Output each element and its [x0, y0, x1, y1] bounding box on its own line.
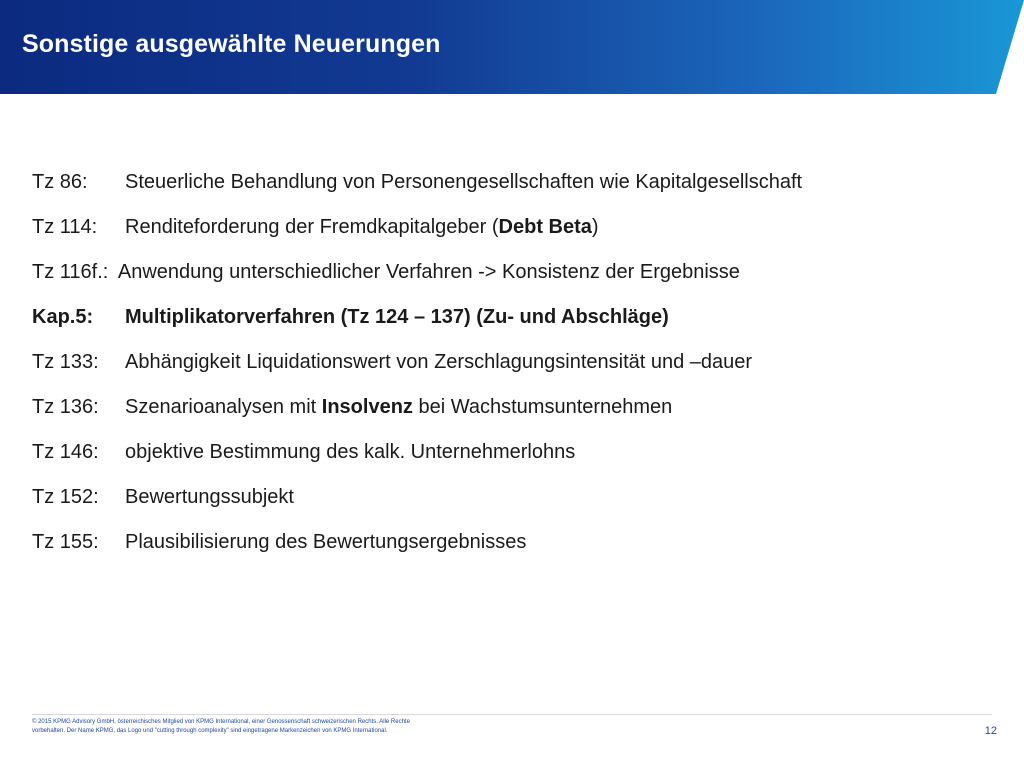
- copyright-notice: [32, 718, 512, 735]
- list-item: [32, 530, 932, 555]
- copyright-line: vorbehalten. Der Name KPMG, das Logo und "cutting through complexity" sind eingetragene Markenzeichen von KPMG International.: [32, 727, 388, 734]
- footer-divider: [32, 714, 992, 715]
- item-reference: Kap.5:: [32, 306, 94, 328]
- list-item: [32, 305, 932, 330]
- item-text: Bewertungssubjekt: [125, 486, 294, 508]
- list-item: [32, 485, 932, 510]
- item-text: Abhängigkeit Liquidationswert von Zerschlagungsintensität und –dauer: [125, 351, 753, 373]
- item-text: [125, 395, 932, 420]
- list-item: [32, 260, 932, 285]
- item-text-part: bei Wachstumsunternehmen: [412, 396, 673, 418]
- item-text-bold: Debt Beta: [498, 216, 592, 238]
- list-item: [32, 215, 932, 240]
- item-reference: Tz 152:: [32, 486, 99, 508]
- item-reference: Tz 146:: [32, 441, 99, 463]
- list-item: [32, 440, 932, 465]
- item-text: [125, 215, 932, 240]
- item-text: Multiplikatorverfahren (Tz 124 – 137) (Zu- und Abschläge): [125, 306, 669, 328]
- item-reference: Tz 155:: [32, 531, 99, 553]
- item-reference: Tz 86:: [32, 171, 88, 193]
- list-item: [32, 395, 932, 420]
- list-item: [32, 350, 932, 375]
- item-text-part: ): [591, 216, 599, 238]
- item-text: Anwendung unterschiedlicher Verfahren -> Konsistenz der Ergebnisse: [117, 261, 740, 283]
- item-reference: Tz 136:: [32, 396, 99, 418]
- item-reference: Tz 133:: [32, 351, 99, 373]
- item-reference: Tz 116f.:: [32, 261, 109, 283]
- copyright-line: © 2015 KPMG Advisory GmbH, österreichisches Mitglied von KPMG International, einer Genossenschaft schweizerischen Rechts. Alle Rechte: [32, 719, 410, 725]
- item-text-bold: Insolvenz: [321, 396, 413, 418]
- item-text: Steuerliche Behandlung von Personengesellschaften wie Kapitalgesellschaft: [125, 171, 803, 193]
- content-list: [32, 170, 932, 575]
- item-reference: Tz 114:: [32, 216, 98, 238]
- item-text: Plausibilisierung des Bewertungsergebnisses: [125, 531, 527, 553]
- list-item: [32, 170, 932, 195]
- slide-title: Sonstige ausgewählte Neuerungen: [22, 30, 441, 58]
- item-text: objektive Bestimmung des kalk. Unternehmerlohns: [125, 441, 576, 463]
- item-text-part: Renditeforderung der Fremdkapitalgeber (: [125, 216, 499, 238]
- item-text-part: Szenarioanalysen mit: [125, 396, 322, 418]
- page-number: 12: [984, 725, 997, 737]
